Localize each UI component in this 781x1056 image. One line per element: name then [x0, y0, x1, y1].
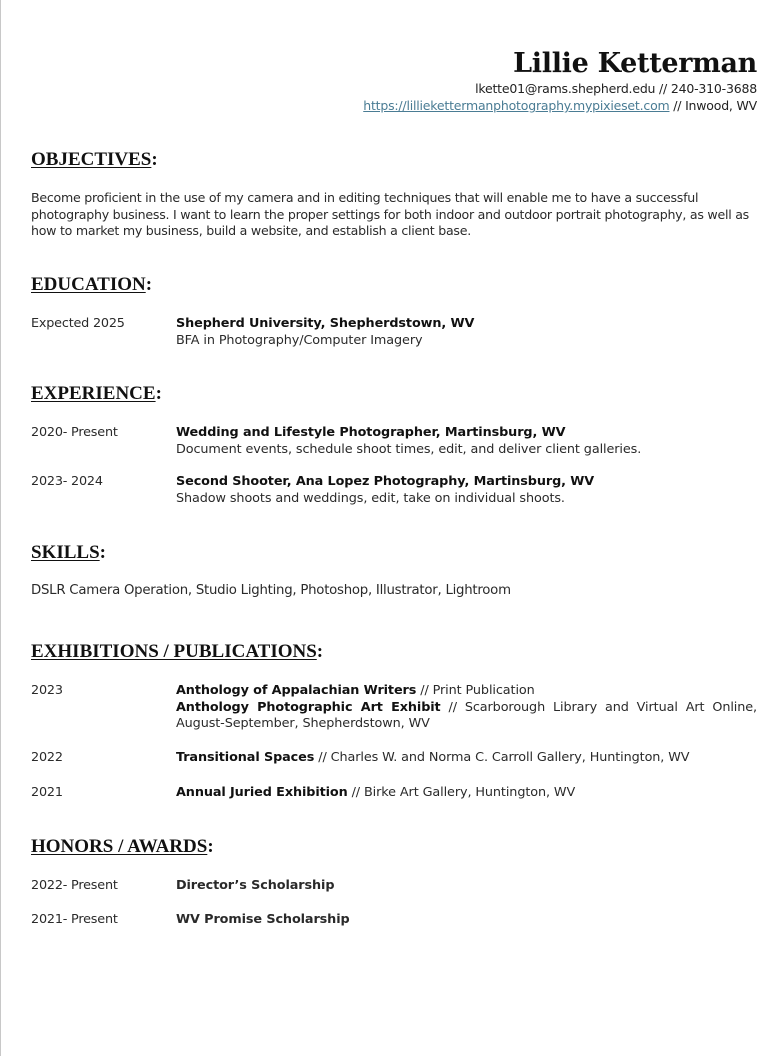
- section-title-education: EDUCATION:: [31, 274, 153, 295]
- honor-name: Director’s Scholarship: [176, 878, 335, 893]
- exhibition-venue: // Birke Art Gallery, Huntington, WV: [347, 785, 576, 800]
- objectives-text: Become proficient in the use of my camera and in editing techniques that will enable me to have a successful photography business. I want to learn the proper settings for both indoor and outdoor portrait photography, as well as how to market my business, build a website, and establish a client base.: [31, 190, 749, 238]
- resume-header: [363, 48, 757, 114]
- entry-heading: Second Shooter, Ana Lopez Photography, Martinsburg, WV: [176, 474, 595, 489]
- skills-text: DSLR Camera Operation, Studio Lighting, Photoshop, Illustrator, Lightroom: [31, 583, 511, 598]
- entry-date: 2023: [31, 683, 63, 698]
- entry-heading: Wedding and Lifestyle Photographer, Martinsburg, WV: [176, 425, 566, 440]
- entry-heading: Shepherd University, Shepherdstown, WV: [176, 316, 475, 331]
- section-title-objectives: OBJECTIVES:: [31, 149, 158, 170]
- section-title-exhibitions: EXHIBITIONS / PUBLICATIONS:: [31, 641, 324, 662]
- page-left-edge: [0, 0, 1, 1056]
- section-title-experience: EXPERIENCE:: [31, 383, 162, 404]
- entry-date: 2021- Present: [31, 912, 118, 927]
- exhibition-line: [176, 683, 757, 700]
- entry-detail: Document events, schedule shoot times, edit, and deliver client galleries.: [176, 441, 642, 457]
- applicant-name: Lillie Ketterman: [513, 48, 757, 79]
- exhibition-venue: // Scarborough Library and Virtual Art Online, August-September, Shepherdstown, WV: [176, 699, 757, 731]
- exhibition-title: Annual Juried Exhibition: [176, 785, 348, 800]
- contact-email-phone: lkette01@rams.shepherd.edu // 240-310-3688: [475, 81, 757, 96]
- entry-date: 2023- 2024: [31, 474, 103, 489]
- exhibition-venue: // Charles W. and Norma C. Carroll Gallery, Huntington, WV: [314, 750, 690, 765]
- exhibition-title: Anthology Photographic Art Exhibit: [176, 699, 441, 715]
- entry-body: [176, 316, 757, 349]
- honor-name: WV Promise Scholarship: [176, 912, 350, 927]
- entry-body: [176, 474, 757, 507]
- contact-web-location: [363, 97, 757, 114]
- exhibition-title: Transitional Spaces: [176, 750, 315, 765]
- entry-date: 2020- Present: [31, 425, 118, 440]
- entry-date: Expected 2025: [31, 316, 125, 331]
- entry-body: [176, 750, 757, 767]
- entry-body: [176, 683, 757, 733]
- exhibition-venue: // Print Publication: [416, 683, 535, 698]
- entry-body: [176, 425, 757, 458]
- entry-body: [176, 785, 757, 802]
- section-title-honors: HONORS / AWARDS:: [31, 836, 214, 857]
- entry-date: 2021: [31, 785, 63, 800]
- exhibition-title: Anthology of Appalachian Writers: [176, 683, 417, 698]
- entry-detail: Shadow shoots and weddings, edit, take on individual shoots.: [176, 490, 565, 506]
- exhibition-line: [176, 700, 757, 733]
- entry-date: 2022- Present: [31, 878, 118, 893]
- entry-detail: BFA in Photography/Computer Imagery: [176, 332, 423, 348]
- portfolio-link[interactable]: https://lilliekettermanphotography.mypixieset.com: [363, 98, 670, 113]
- section-title-skills: SKILLS:: [31, 542, 106, 563]
- location-text: // Inwood, WV: [669, 98, 757, 113]
- entry-date: 2022: [31, 750, 63, 765]
